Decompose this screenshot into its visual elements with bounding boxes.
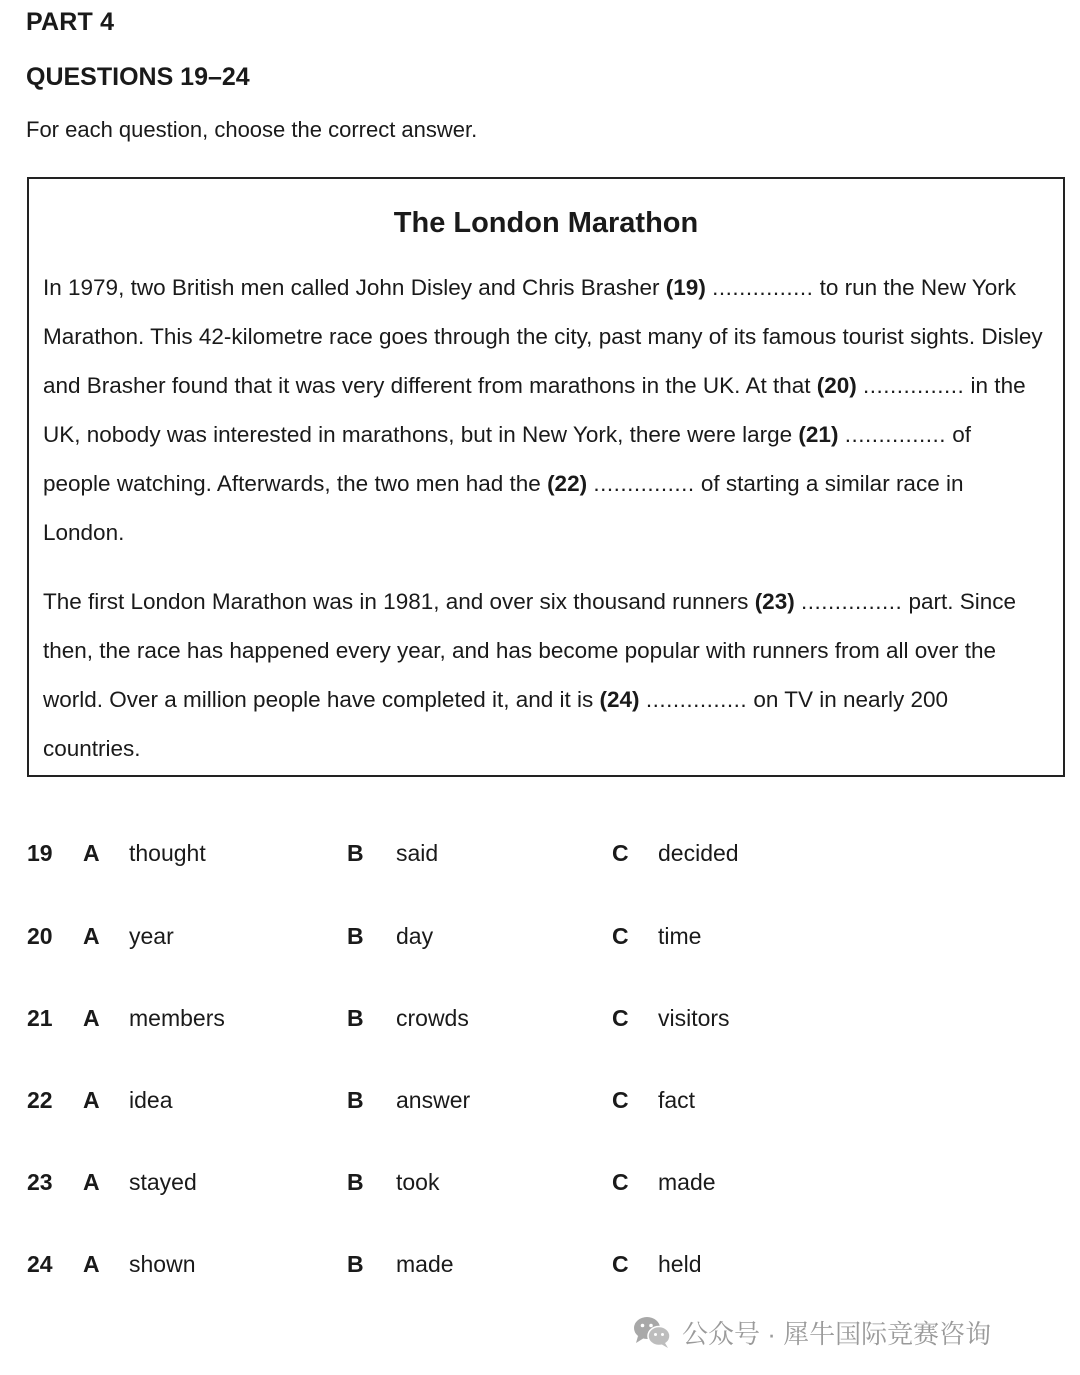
passage-title: The London Marathon [393, 207, 699, 239]
option-letter-c: C [612, 840, 629, 866]
question-row-21 [0, 1005, 1080, 1045]
option-c[interactable]: fact [658, 1087, 696, 1113]
gap-20-blank: ............... [863, 373, 965, 398]
option-letter-b: B [347, 1251, 364, 1277]
option-c[interactable]: made [658, 1169, 716, 1195]
gap-19-number: (19) [665, 275, 706, 300]
gap-24-blank: ............... [645, 687, 748, 712]
watermark-text: 公众号 · 犀牛国际竞赛咨询 [682, 1318, 992, 1349]
option-letter-b: B [347, 923, 364, 949]
option-letter-a: A [83, 1251, 100, 1277]
passage-box [27, 177, 1065, 777]
option-letter-c: C [612, 1251, 629, 1277]
option-letter-a: A [83, 1169, 100, 1195]
gap-23-number: (23) [754, 589, 795, 614]
option-a[interactable]: year [129, 923, 174, 949]
option-letter-a: A [83, 840, 100, 866]
option-letter-b: B [347, 1169, 364, 1195]
option-b[interactable]: made [396, 1251, 454, 1277]
option-letter-a: A [83, 1005, 100, 1031]
option-c[interactable]: visitors [658, 1005, 730, 1031]
gap-21-number: (21) [798, 422, 839, 447]
paragraph-2: The first London Marathon was in 1981, and over six thousand runners (23) ............... part. Since then, the race has happened every year, and has become popular with runners from all over the world. Over a million people have completed it, and it is (24) ............... on TV in nearly 200 countries. [43, 589, 1017, 761]
question-number: 20 [27, 923, 53, 949]
option-c[interactable]: held [658, 1251, 702, 1277]
questions-title: QUESTIONS 19–24 [26, 63, 250, 91]
option-b[interactable]: day [396, 923, 434, 949]
option-a[interactable]: idea [129, 1087, 173, 1113]
option-letter-a: A [83, 923, 100, 949]
question-row-20 [0, 923, 1080, 963]
question-number: 21 [27, 1005, 53, 1031]
paragraph-1: In 1979, two British men called John Disley and Chris Brasher (19) ............... to run the New York Marathon. This 42-kilometre race goes through the city, past many of its famous tourist sights. Disley and Brasher found that it was very different from marathons in the UK. At that (20) ............... in the UK, nobody was interested in marathons, but in New York, there were large (21) ............... of people watching. Afterwards, the two men had the (22) ............... of starting a similar race in London. [43, 275, 1043, 545]
watermark [632, 1312, 991, 1352]
question-row-24 [0, 1251, 1080, 1291]
option-letter-b: B [347, 1087, 364, 1113]
question-row-22 [0, 1087, 1080, 1127]
option-letter-b: B [347, 1005, 364, 1031]
option-c[interactable]: decided [658, 840, 739, 866]
gap-23-blank: ............... [800, 589, 903, 614]
option-a[interactable]: shown [129, 1251, 196, 1277]
question-number: 23 [27, 1169, 53, 1195]
option-c[interactable]: time [658, 923, 702, 949]
question-number: 19 [27, 840, 53, 866]
wechat-icon [632, 1315, 672, 1349]
option-letter-b: B [347, 840, 364, 866]
option-b[interactable]: took [396, 1169, 440, 1195]
question-number: 22 [27, 1087, 53, 1113]
gap-24-number: (24) [599, 687, 640, 712]
option-b[interactable]: crowds [396, 1005, 469, 1031]
option-a[interactable]: thought [129, 840, 206, 866]
gap-22-blank: ............... [593, 471, 695, 496]
gap-20-number: (20) [816, 373, 857, 398]
option-a[interactable]: members [129, 1005, 225, 1031]
option-b[interactable]: answer [396, 1087, 471, 1113]
option-letter-c: C [612, 1169, 629, 1195]
instruction: For each question, choose the correct answer. [26, 117, 478, 142]
option-letter-c: C [612, 923, 629, 949]
option-letter-a: A [83, 1087, 100, 1113]
part-title: PART 4 [26, 8, 115, 36]
option-letter-c: C [612, 1005, 629, 1031]
option-a[interactable]: stayed [129, 1169, 197, 1195]
question-row-23 [0, 1169, 1080, 1209]
option-letter-c: C [612, 1087, 629, 1113]
gap-22-number: (22) [547, 471, 588, 496]
gap-19-blank: ............... [712, 275, 814, 300]
option-b[interactable]: said [396, 840, 439, 866]
question-number: 24 [27, 1251, 53, 1277]
question-row-19 [0, 840, 1080, 880]
gap-21-blank: ............... [844, 422, 946, 447]
